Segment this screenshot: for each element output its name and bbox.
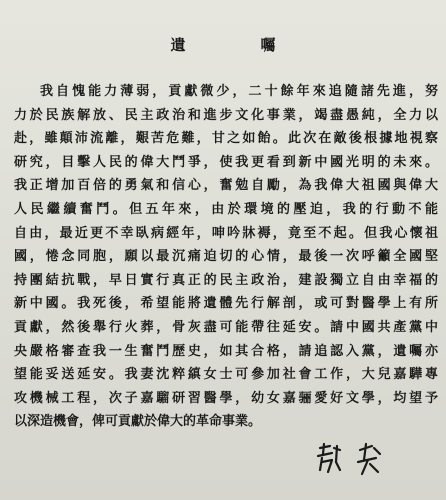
text-line: 貢獻，然後舉行火葬，骨灰盡可能帶往延安。請中國共產黨中 (14, 319, 438, 335)
text-line: 攻機械工程，次子嘉騮研習醫學，幼女嘉骊愛好文學，均望予 (14, 390, 438, 406)
document-body (14, 80, 438, 434)
text-line: 以深造機會，俾可貢獻於偉大的革命事業。 (14, 414, 262, 430)
document-title: 遺 囑 (170, 36, 306, 54)
text-line: 研究，目擊人民的偉大鬥爭，使我更看到新中國光明的未來。 (14, 154, 438, 170)
text-line: 人民繼續奮鬥。但五年來，由於環境的壓迫，我的行動不能 (14, 201, 438, 217)
text-line: 望能妥送延安。我妻沈粹縝女士可參加社會工作，大兒嘉驊專 (14, 367, 438, 383)
signature-glyphs (310, 440, 420, 480)
text-line: 我正增加百倍的勇氣和信心，奮勉自勵，為我偉大祖國與偉大 (14, 178, 438, 194)
text-line: 國，惓念同胞，願以最沉痛迫切的心情，最後一次呼籲全國堅 (14, 249, 438, 265)
text-line: 力於民族解放、民主政治和進步文化事業，竭盡愚純，全力以 (14, 107, 438, 123)
text-line: 央嚴格審查我一生奮鬥歷史，如其合格，請追認入黨，遺囑亦 (14, 343, 438, 359)
text-line: 新中國。我死後，希望能將遺體先行解剖，或可對醫學上有所 (14, 296, 438, 312)
text-line: 赴，雖顛沛流離，艱苦危難，甘之如飴。此次在敵後根據地視察 (14, 131, 438, 147)
handwritten-signature (310, 440, 420, 480)
text-line: 我自愧能力薄弱，貢獻微少，二十餘年來追隨諸先進，努 (40, 84, 438, 99)
text-line: 自由，最近更不幸臥病經年，呻吟牀褥，竟至不起。但我心懷祖 (14, 225, 438, 241)
text-line: 持團結抗戰，早日實行真正的民主政治，建設獨立自由幸福的 (14, 272, 438, 288)
